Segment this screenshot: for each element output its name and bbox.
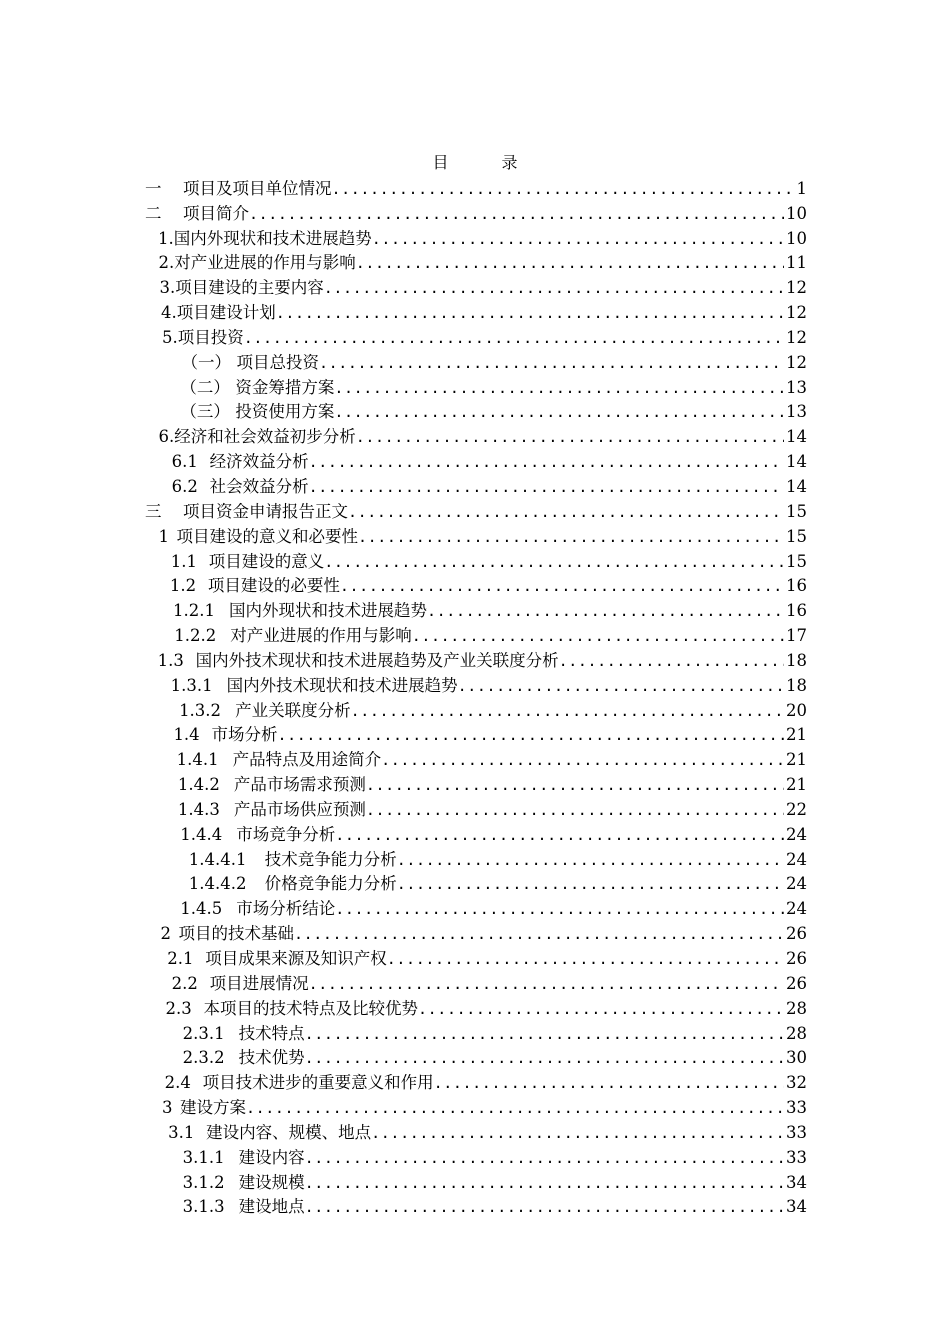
toc-leader-dots: [305, 1172, 784, 1194]
toc-entry[interactable]: [145, 846, 807, 871]
toc-entry[interactable]: [145, 399, 807, 424]
toc-leader-dots: [332, 178, 795, 200]
toc-leader-dots: [294, 923, 784, 945]
toc-leader-dots: [372, 228, 784, 250]
toc-leader-dots: [305, 1023, 784, 1045]
toc-entry-title: 资金筹措方案: [235, 377, 335, 397]
toc-entry[interactable]: [145, 771, 807, 796]
toc-page-number: 12: [786, 352, 807, 372]
toc-entry-title: 项目技术进步的重要意义和作用: [202, 1073, 434, 1093]
toc-entry[interactable]: [145, 374, 807, 399]
toc-page-number: 26: [786, 949, 807, 968]
toc-entry-title: 产业关联度分析: [235, 700, 351, 720]
toc-entry-title: 2.对产业进展的作用与影响: [158, 253, 356, 273]
toc-page-number: 21: [786, 775, 807, 795]
toc-entry-title: 市场分析: [211, 725, 278, 745]
toc-leader-dots: [559, 650, 784, 672]
toc-entry-number: 2.3: [165, 998, 192, 1018]
toc-leader-dots: [277, 724, 784, 746]
toc-entry-title: 社会效益分析: [209, 476, 309, 496]
toc-leader-dots: [305, 1196, 784, 1218]
toc-page-number: 15: [786, 501, 807, 521]
toc-page-number: 14: [786, 427, 807, 447]
toc-page-number: 34: [786, 1172, 807, 1192]
toc-page-number: 18: [786, 675, 807, 695]
toc-entry-number: 1.2.1: [173, 601, 216, 621]
toc-page-number: 16: [786, 601, 807, 621]
toc-entry[interactable]: [145, 746, 807, 771]
toc-leader-dots: [309, 451, 784, 473]
toc-leader-dots: [335, 824, 784, 846]
toc-entry[interactable]: [145, 573, 807, 598]
toc-page-number: 15: [786, 526, 807, 546]
toc-page-number: 14: [786, 452, 807, 472]
toc-entry[interactable]: [145, 225, 807, 250]
toc-entry[interactable]: [145, 697, 807, 722]
toc-leader-dots: [427, 600, 784, 622]
toc-page-number: 32: [786, 1073, 807, 1093]
toc-entry[interactable]: [145, 250, 807, 275]
toc-page-number: 24: [786, 849, 807, 869]
toc-entry-title: 对产业进展的作用与影响: [230, 626, 412, 646]
toc-entry-title: 项目建设的意义和必要性: [176, 526, 358, 546]
toc-entry-number: 1.3.1: [170, 675, 213, 695]
toc-leader-dots: [366, 799, 784, 821]
toc-entry[interactable]: [145, 796, 807, 821]
toc-title: 目 录: [432, 153, 542, 172]
toc-entry-title: 产品市场供应预测: [233, 799, 366, 819]
toc-entry[interactable]: [145, 1020, 807, 1045]
toc-page-number: 30: [786, 1048, 807, 1068]
toc-entry-number: 2.3.2: [182, 1048, 225, 1068]
toc-entry-number: 1.4.4: [180, 824, 223, 844]
toc-entry[interactable]: [145, 722, 807, 747]
toc-entry-number: 1.4: [173, 725, 200, 745]
toc-page-number: 11: [786, 253, 807, 273]
toc-entry[interactable]: [145, 1094, 807, 1119]
toc-page-number: 10: [786, 228, 807, 248]
toc-page-number: 34: [786, 1197, 807, 1217]
toc-entry-title: 产品特点及用途简介: [232, 750, 382, 770]
toc-leader-dots: [305, 1147, 784, 1169]
toc-entry-title: 项目简介: [183, 203, 249, 223]
toc-entry[interactable]: [145, 523, 807, 548]
toc-page-number: 12: [786, 278, 807, 298]
toc-entry-number: 3.1.3: [182, 1197, 225, 1217]
toc-leader-dots: [309, 973, 784, 995]
toc-entry-title: 建设地点: [238, 1197, 305, 1217]
toc-entry-number: 1.4.1: [176, 750, 219, 770]
toc-page-number: 28: [786, 998, 807, 1018]
toc-entry-number: 一: [145, 178, 162, 198]
toc-entry-title: 6.经济和社会效益初步分析: [158, 427, 356, 447]
toc-leader-dots: [319, 352, 784, 374]
toc-entry-number: 3.1.2: [182, 1172, 225, 1192]
toc-entry[interactable]: [145, 920, 807, 945]
toc-page-number: 33: [786, 1098, 807, 1118]
toc-leader-dots: [276, 302, 784, 324]
toc-page-number: 24: [786, 899, 807, 919]
toc-leader-dots: [249, 203, 784, 225]
toc-leader-dots: [358, 526, 784, 548]
toc-page-number: 21: [786, 750, 807, 770]
toc-leader-dots: [324, 551, 784, 573]
toc-leader-dots: [334, 401, 784, 423]
toc-page-number: 26: [786, 924, 807, 944]
toc-entry-title: 国内外现状和技术进展趋势: [229, 601, 428, 621]
toc-entry-title: 项目建设的必要性: [207, 576, 340, 596]
toc-page-number: 12: [786, 303, 807, 323]
toc-entry-title: 市场竞争分析: [236, 824, 336, 844]
toc-entry-title: 项目的技术基础: [178, 924, 294, 944]
toc-leader-dots: [356, 252, 784, 274]
toc-entry[interactable]: [145, 175, 807, 200]
toc-page-number: 24: [786, 874, 807, 894]
toc-entry[interactable]: [145, 274, 807, 299]
toc-entry-title: 项目及项目单位情况: [183, 178, 332, 198]
toc-entry-number: 3: [161, 1098, 173, 1118]
toc-entry-number: 1: [158, 526, 169, 546]
toc-entry[interactable]: [145, 871, 807, 896]
toc-entry-number: 三: [145, 501, 162, 521]
toc-page-number: 28: [786, 1023, 807, 1043]
toc-page-number: 22: [786, 799, 807, 819]
toc-leader-dots: [397, 873, 784, 895]
toc-entry-number: （三）: [180, 402, 230, 422]
toc-leader-dots: [397, 849, 784, 871]
toc-entry[interactable]: [145, 1119, 807, 1144]
toc-entry-number: 2.1: [167, 949, 194, 968]
toc-leader-dots: [418, 998, 784, 1020]
toc-entry-number: 2.2: [171, 973, 198, 993]
toc-entry-number: （二）: [180, 377, 230, 397]
toc-page-number: 1: [796, 178, 807, 198]
toc-entry-title: 产品市场需求预测: [233, 775, 366, 795]
toc-leader-dots: [381, 749, 784, 771]
toc-entry[interactable]: [145, 1194, 807, 1219]
toc-entry-title: 本项目的技术特点及比较优势: [203, 998, 419, 1018]
toc-leader-dots: [305, 1047, 784, 1069]
toc-entry-title: 1.国内外现状和技术进展趋势: [158, 228, 372, 248]
toc-leader-dots: [371, 1122, 784, 1144]
toc-entry-title: 项目建设的意义: [208, 551, 325, 571]
toc-leader-dots: [458, 675, 784, 697]
toc-entry-title: 国内外技术现状和技术进展趋势: [226, 675, 458, 695]
toc-entry[interactable]: [145, 548, 807, 573]
toc-leader-dots: [348, 501, 784, 523]
toc-page-number: 20: [786, 700, 807, 720]
toc-entry-number: 1.4.2: [177, 775, 220, 795]
toc-leader-dots: [351, 700, 784, 722]
toc-entry-number: （一）: [181, 352, 232, 372]
toc-entry-title: 4.项目建设计划: [161, 303, 276, 323]
toc-entry[interactable]: [145, 1169, 807, 1194]
toc-entry-number: 1.3: [157, 650, 184, 670]
toc-leader-dots: [387, 948, 784, 970]
toc-entry-title: 国内外技术现状和技术进展趋势及产业关联度分析: [195, 650, 559, 670]
toc-entry[interactable]: [145, 970, 807, 995]
toc-leader-dots: [366, 774, 784, 796]
toc-page-number: 17: [786, 626, 807, 646]
toc-entry-title: 项目成果来源及知识产权: [205, 949, 387, 968]
toc-entry-number: 6.2: [171, 476, 198, 496]
toc-entry-title: 建设内容、规模、地点: [206, 1122, 372, 1142]
toc-page-number: 16: [786, 576, 807, 596]
toc-entry-number: 3.1.1: [182, 1147, 225, 1167]
toc-leader-dots: [309, 476, 784, 498]
toc-entry[interactable]: [145, 597, 807, 622]
toc-page-number: 18: [786, 650, 807, 670]
toc-entry-title: 价格竞争能力分析: [264, 874, 397, 894]
toc-entry-title: 3.项目建设的主要内容: [159, 278, 324, 298]
toc-entry-number: 1.4.4.1: [188, 849, 247, 869]
toc-entry-number: 2.3.1: [182, 1023, 225, 1043]
toc-entry[interactable]: [145, 349, 807, 374]
toc-entry[interactable]: [145, 200, 807, 225]
toc-page-number: 33: [786, 1122, 807, 1142]
toc-entry-number: 1.4.5: [180, 899, 223, 919]
toc-entry-title: 建设内容: [238, 1147, 305, 1167]
toc-entry[interactable]: [145, 1069, 807, 1094]
toc-entry-number: 3.1: [168, 1122, 195, 1142]
toc-entry-title: 市场分析结论: [236, 899, 336, 919]
toc-page-number: 15: [786, 551, 807, 571]
toc-entry-number: 1.1: [170, 551, 198, 571]
toc-entry-number: 6.1: [171, 452, 198, 472]
toc-entry-number: 2.4: [164, 1073, 191, 1093]
toc-entry-number: 2: [160, 924, 171, 944]
toc-page-number: 13: [786, 402, 807, 422]
toc-leader-dots: [324, 277, 784, 299]
toc-entry-number: 二: [145, 203, 162, 223]
toc-entry-title: 投资使用方案: [235, 402, 335, 422]
toc-page-number: 12: [786, 327, 807, 347]
toc-entry-number: 1.4.4.2: [188, 874, 247, 894]
toc-entry[interactable]: [145, 498, 807, 523]
toc-entry-title: 项目资金申请报告正文: [183, 501, 348, 521]
toc-entry[interactable]: [145, 647, 807, 672]
toc-page-number: 21: [786, 725, 807, 745]
toc-page-number: 33: [786, 1147, 807, 1167]
toc-entry-title: 建设规模: [238, 1172, 305, 1192]
toc-entry-number: 1.3.2: [179, 700, 222, 720]
toc-leader-dots: [340, 575, 784, 597]
toc-entry[interactable]: [145, 945, 807, 970]
toc-entry[interactable]: [145, 895, 807, 920]
toc-page-number: 10: [786, 203, 807, 223]
toc-entry-title: 建设方案: [179, 1098, 246, 1118]
toc-entry-number: 1.2.2: [174, 626, 217, 646]
toc-leader-dots: [246, 1097, 784, 1119]
toc-entry-title: 项目进展情况: [209, 973, 309, 993]
toc-entry-title: 经济效益分析: [209, 452, 309, 472]
toc-leader-dots: [334, 377, 784, 399]
toc-entry[interactable]: [145, 672, 807, 697]
toc-entry-number: 1.2: [169, 576, 197, 596]
toc-page-number: 24: [786, 824, 807, 844]
toc-entry-title: 技术竞争能力分析: [264, 849, 397, 869]
toc-page-number: 13: [786, 377, 807, 397]
toc-page-number: 14: [786, 476, 807, 496]
toc-leader-dots: [434, 1072, 784, 1094]
toc-entry[interactable]: [145, 448, 807, 473]
toc-entry[interactable]: [145, 423, 807, 448]
toc-leader-dots: [356, 426, 784, 448]
toc-entry[interactable]: [145, 1045, 807, 1070]
toc-entry[interactable]: [145, 299, 807, 324]
toc-leader-dots: [335, 898, 784, 920]
toc-entry-title: 项目总投资: [236, 352, 320, 372]
toc-entry[interactable]: [145, 821, 807, 846]
toc-entry[interactable]: [145, 324, 807, 349]
toc-entry[interactable]: [145, 995, 807, 1020]
toc-entry[interactable]: [145, 622, 807, 647]
toc-entry-title: 5.项目投资: [162, 327, 244, 347]
toc-entry[interactable]: [145, 473, 807, 498]
table-of-contents: [145, 175, 807, 1218]
toc-entry-title: 技术特点: [238, 1023, 305, 1043]
toc-entry-number: 1.4.3: [177, 799, 220, 819]
toc-entry-title: 技术优势: [238, 1048, 305, 1068]
toc-leader-dots: [244, 327, 784, 349]
toc-entry[interactable]: [145, 1144, 807, 1169]
toc-leader-dots: [412, 625, 784, 647]
toc-page-number: 26: [786, 973, 807, 993]
